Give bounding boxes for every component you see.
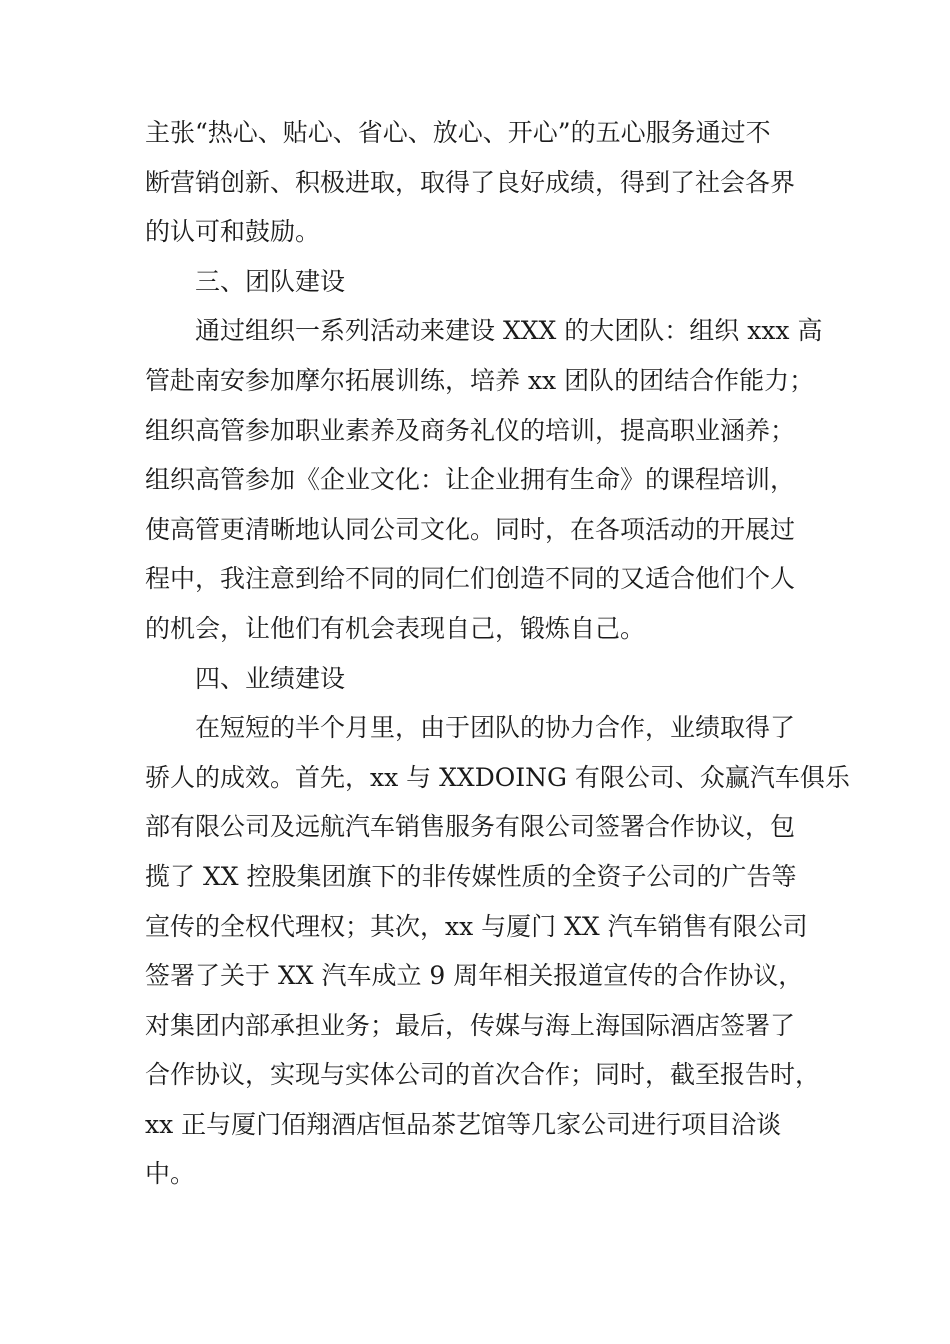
paragraph-line: 部有限公司及远航汽车销售服务有限公司签署合作协议，包	[145, 812, 796, 842]
paragraph-line: 使高管更清晰地认同公司文化。同时，在各项活动的开展过	[145, 514, 796, 544]
paragraph-line: 中。	[145, 1159, 196, 1189]
paragraph-line: 揽了 XX 控股集团旗下的非传媒性质的全资子公司的广告等	[145, 861, 797, 891]
paragraph-line: 程中，我注意到给不同的同仁们创造不同的又适合他们个人	[145, 564, 796, 594]
paragraph-line: 组织高管参加职业素养及商务礼仪的培训，提高职业涵养；	[145, 415, 796, 445]
paragraph-line: 宣传的全权代理权；其次，xx 与厦门 XX 汽车销售有限公司	[145, 911, 808, 941]
paragraph-line: 管赴南安参加摩尔拓展训练，培养 xx 团队的团结合作能力；	[145, 365, 815, 395]
paragraph-line: xx 正与厦门佰翔酒店恒品茶艺馆等几家公司进行项目洽谈	[145, 1109, 782, 1139]
paragraph-line: 骄人的成效。首先，xx 与 XXDOING 有限公司、众赢汽车俱乐	[145, 762, 850, 792]
paragraph-line: 通过组织一系列活动来建设 XXX 的大团队：组织 xxx 高	[195, 316, 823, 346]
section-heading-performance: 四、业绩建设	[195, 663, 346, 693]
document-body	[145, 108, 850, 1199]
paragraph-line: 在短短的半个月里，由于团队的协力合作，业绩取得了	[195, 713, 796, 743]
paragraph-line: 的机会，让他们有机会表现自己，锻炼自己。	[145, 613, 646, 643]
paragraph-line: 主张“热心、贴心、省心、放心、开心”的五心服务通过不	[145, 118, 771, 147]
section-heading-team-building: 三、团队建设	[195, 266, 346, 296]
paragraph-line: 签署了关于 XX 汽车成立 9 周年相关报道宣传的合作协议，	[145, 961, 804, 991]
paragraph-line: 的认可和鼓励。	[145, 217, 321, 247]
paragraph-line: 断营销创新、积极进取，取得了良好成绩，得到了社会各界	[145, 167, 796, 197]
paragraph-line: 组织高管参加《企业文化：让企业拥有生命》的课程培训，	[145, 465, 796, 495]
paragraph-line: 对集团内部承担业务；最后，传媒与海上海国际酒店签署了	[145, 1010, 796, 1040]
paragraph-line: 合作协议，实现与实体公司的首次合作；同时，截至报告时，	[145, 1060, 821, 1090]
